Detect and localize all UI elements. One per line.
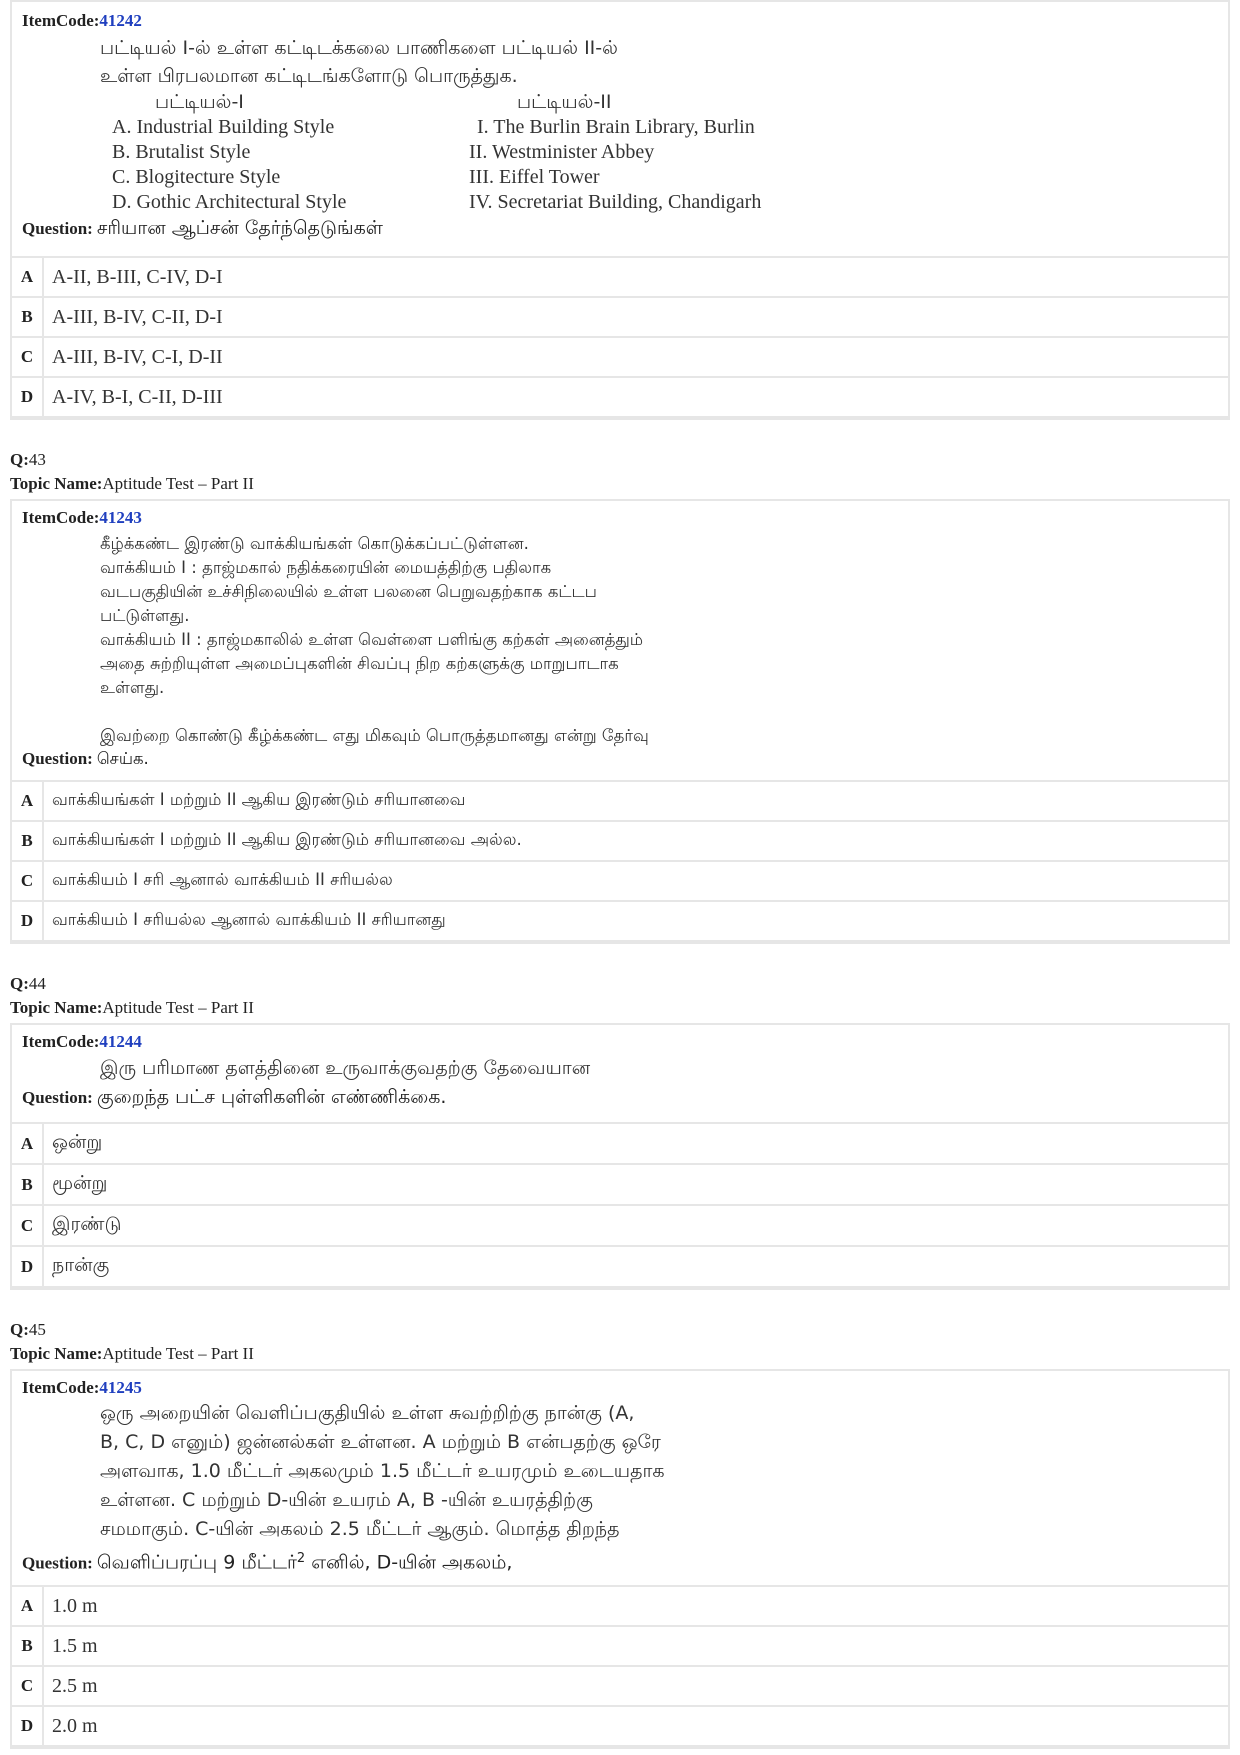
option-text: 2.0 m [52,1714,98,1737]
option-c[interactable] [10,1206,1230,1247]
item-code-row [22,10,1218,32]
option-d[interactable] [10,1707,1230,1749]
question-42-block [10,0,1230,420]
list1-item: A. Industrial Building Style [112,116,335,138]
match-row [22,165,1218,190]
option-text: வாக்கியம் I சரி ஆனால் வாக்கியம் II சரியல்ல [52,870,393,889]
option-a[interactable] [10,782,1230,822]
list2-item: II. Westminister Abbey [469,141,655,163]
option-a[interactable] [10,1124,1230,1165]
option-b[interactable] [10,822,1230,862]
option-text: A-III, B-IV, C-II, D-I [52,305,223,328]
item-code-row [22,1377,1218,1399]
question-text: சரியான ஆப்சன் தேர்ந்தெடுங்கள் [96,217,383,239]
option-text: இரண்டு [52,1213,122,1235]
option-letter: C [12,862,44,900]
match-row [22,190,1218,215]
item-code-label: ItemCode: [22,508,100,527]
question-text-post: எனில், D-யின் அகலம், [305,1551,513,1574]
question-box [10,1369,1230,1587]
match-row [22,115,1218,140]
item-code-value: 41243 [99,508,142,527]
question-44-header [10,972,254,1020]
topic-name: Aptitude Test – Part II [102,1344,254,1363]
option-letter: C [12,1206,44,1245]
question-43-header [10,448,254,496]
question-box [10,0,1230,258]
option-letter: D [12,1247,44,1286]
option-d[interactable] [10,1247,1230,1290]
option-text: வாக்கியங்கள் I மற்றும் II ஆகிய இரண்டும் சரியானவை அல்ல. [52,830,522,849]
option-text: A-IV, B-I, C-II, D-III [52,385,223,408]
question-line: வாக்கியம் I : தாஜ்மகால் நதிக்கரையின் மையத்திற்கு பதிலாக [100,558,552,577]
question-label: Question: [22,219,93,238]
question-line: பட்டுள்ளது. [100,606,190,625]
topic-label: Topic Name: [10,474,103,493]
list2-heading: பட்டியல்-II [517,91,612,113]
question-line: ஒரு அறையின் வெளிப்பகுதியில் உள்ள சுவற்றிற்கு நான்கு (A, [100,1402,635,1424]
question-text-pre: வெளிப்பரப்பு 9 மீட்டர் [96,1551,297,1574]
superscript: 2 [296,1551,306,1566]
option-text: மூன்று [52,1172,108,1194]
question-line: பட்டியல் I-ல் உள்ள கட்டிடக்கலை பாணிகளை பட்டியல் II-ல் [100,37,618,59]
option-letter: C [12,1667,44,1705]
option-b[interactable] [10,1627,1230,1667]
option-letter: D [12,378,44,416]
question-line: வாக்கியம் II : தாஜ்மகாலில் உள்ள வெள்ளை பளிங்கு கற்கள் அனைத்தும் [100,630,644,649]
question-label: Question: [22,1088,93,1107]
option-d[interactable] [10,378,1230,420]
list2-item: IV. Secretariat Building, Chandigarh [469,191,762,213]
item-code-label: ItemCode: [22,1032,100,1051]
option-letter: A [12,782,44,820]
option-letter: C [12,338,44,376]
question-line: இரு பரிமாண தளத்தினை உருவாக்குவதற்கு தேவையான [100,1057,591,1079]
option-letter: A [12,1124,44,1163]
option-text: வாக்கியங்கள் I மற்றும் II ஆகிய இரண்டும் சரியானவை [52,790,466,809]
item-code-label: ItemCode: [22,11,100,30]
item-code-value: 41242 [99,11,142,30]
match-table [22,90,1218,215]
option-letter: B [12,822,44,860]
item-code-row [22,507,1218,529]
list1-item: C. Blogitecture Style [112,166,281,188]
option-text: 2.5 m [52,1674,98,1697]
option-letter: A [12,1587,44,1625]
q-number: 43 [28,450,46,469]
option-text: A-III, B-IV, C-I, D-II [52,345,223,368]
question-43-block [10,499,1230,944]
item-code-row [22,1031,1218,1053]
question-label: Question: [22,1553,93,1573]
option-text: 1.5 m [52,1634,98,1657]
question-line: அளவாக, 1.0 மீட்டர் அகலமும் 1.5 மீட்டர் உயரமும் உடையதாக [100,1460,665,1482]
list2-item: I. The Burlin Brain Library, Burlin [477,116,755,138]
option-text: ஒன்று [52,1131,103,1153]
list1-item: B. Brutalist Style [112,141,251,163]
item-code-value: 41244 [99,1032,142,1051]
option-letter: B [12,1627,44,1665]
question-45-block [10,1369,1230,1749]
topic-label: Topic Name: [10,1344,103,1363]
question-44-block [10,1023,1230,1290]
question-45-header [10,1318,254,1366]
topic-label: Topic Name: [10,998,103,1017]
option-text: வாக்கியம் I சரியல்ல ஆனால் வாக்கியம் II சரியானது [52,910,446,929]
question-line: உள்ள பிரபலமான கட்டிடங்களோடு பொருத்துக. [100,65,518,87]
question-box [10,499,1230,782]
question-line: சமமாகும். C-யின் அகலம் 2.5 மீட்டர் ஆகும். மொத்த திறந்த [100,1518,620,1540]
topic-name: Aptitude Test – Part II [102,474,254,493]
list1-item: D. Gothic Architectural Style [112,191,347,213]
option-letter: B [12,1165,44,1204]
topic-name: Aptitude Test – Part II [102,998,254,1017]
option-text: 1.0 m [52,1594,98,1617]
question-text: செய்க. [96,749,149,768]
question-label: Question: [22,749,93,768]
q-label: Q: [10,1320,29,1339]
option-text: நான்கு [52,1254,110,1276]
option-letter: D [12,1707,44,1745]
question-line: வடபகுதியின் உச்சிநிலையில் உள்ள பலனை பெறுவதற்காக கட்டப [100,582,597,601]
option-d[interactable] [10,902,1230,944]
question-line: B, C, D எனும்) ஜன்னல்கள் உள்ளன. A மற்றும் B என்பதற்கு ஒரே [100,1431,661,1453]
q-label: Q: [10,450,29,469]
option-a[interactable] [10,1587,1230,1627]
question-text: குறைந்த பட்ச புள்ளிகளின் எண்ணிக்கை. [96,1086,447,1108]
option-letter: B [12,298,44,336]
option-text: A-II, B-III, C-IV, D-I [52,265,223,288]
option-a[interactable] [10,258,1230,298]
option-c[interactable] [10,1667,1230,1707]
q-number: 45 [28,1320,46,1339]
question-line: உள்ளது. [100,678,165,697]
question-box [10,1023,1230,1124]
question-line: அதை சுற்றியுள்ள அமைப்புகளின் சிவப்பு நிற கற்களுக்கு மாறுபாடாக [100,654,619,673]
q-number: 44 [28,974,46,993]
option-b[interactable] [10,298,1230,338]
option-letter: D [12,902,44,940]
option-letter: A [12,258,44,296]
question-line: உள்ளன. C மற்றும் D-யின் உயரம் A, B -யின் உயரத்திற்கு [100,1489,593,1511]
match-row [22,140,1218,165]
blank-line [100,700,1218,724]
question-line: இவற்றை கொண்டு கீழ்க்கண்ட எது மிகவும் பொருத்தமானது என்று தேர்வு [100,726,649,745]
list2-item: III. Eiffel Tower [469,166,600,188]
item-code-value: 41245 [99,1378,142,1397]
q-label: Q: [10,974,29,993]
option-c[interactable] [10,862,1230,902]
question-line: கீழ்க்கண்ட இரண்டு வாக்கியங்கள் கொடுக்கப்பட்டுள்ளன. [100,534,529,553]
item-code-label: ItemCode: [22,1378,100,1397]
option-c[interactable] [10,338,1230,378]
option-b[interactable] [10,1165,1230,1206]
list1-heading: பட்டியல்-I [155,91,244,113]
